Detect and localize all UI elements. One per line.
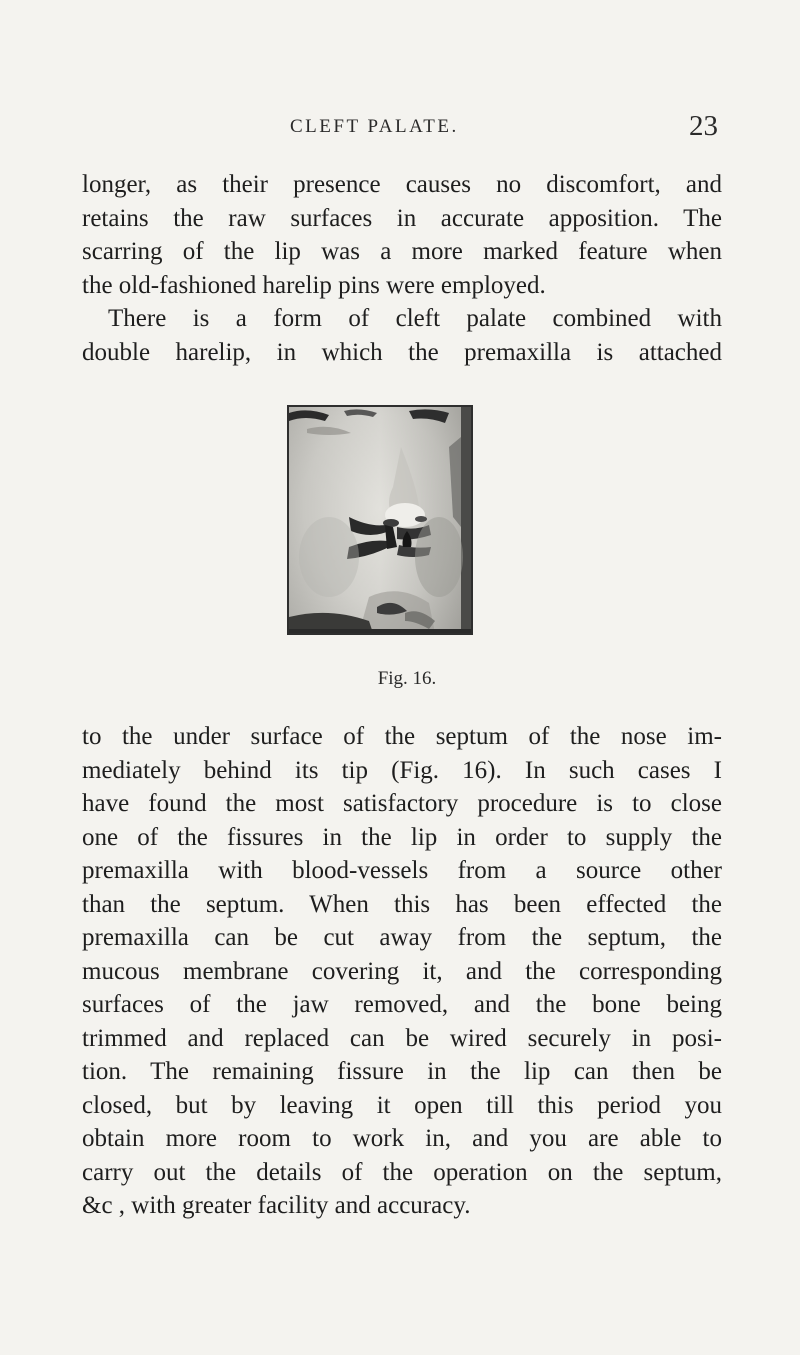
text-line: There is a form of cleft palate combined with xyxy=(108,305,722,332)
text-line: premaxilla with blood-vessels from a source other xyxy=(82,857,722,884)
text-line: retains the raw surfaces in accurate apposition. The xyxy=(82,204,722,232)
figure-caption: Fig. 16. xyxy=(377,668,437,689)
text-line: mucous membrane covering it, and the corresponding xyxy=(82,957,722,985)
text-block-bottom xyxy=(82,720,722,1223)
running-head xyxy=(0,110,800,150)
text-line: than the septum. When this has been effected the xyxy=(82,890,722,918)
text-line: tion. The remaining fissure in the lip can then be xyxy=(82,1058,722,1085)
text-line: double harelip, in which the premaxilla is attached xyxy=(82,338,722,366)
text-line: longer, as their presence causes no discomfort, and xyxy=(82,171,722,198)
text-line: premaxilla can be cut away from the septum, the xyxy=(82,924,722,951)
text-line: trimmed and replaced can be wired securely in posi- xyxy=(82,1024,722,1052)
text-block-top xyxy=(82,168,722,369)
text-line: closed, but by leaving it open till this period you xyxy=(82,1091,722,1119)
figure-photograph xyxy=(287,405,473,635)
text-line: one of the fissures in the lip in order to supply the xyxy=(82,823,722,851)
text-line: mediately behind its tip (Fig. 16). In such cases I xyxy=(82,756,722,784)
text-line: to the under surface of the septum of the nose im- xyxy=(82,723,722,750)
text-line: have found the most satisfactory procedure is to close xyxy=(82,790,722,817)
text-line: obtain more room to work in, and you are able to xyxy=(82,1125,722,1152)
text-line: carry out the details of the operation on the septum, xyxy=(82,1158,722,1186)
face-photograph-image xyxy=(289,407,471,633)
text-line: &c , with greater facility and accuracy. xyxy=(82,1192,471,1219)
text-line: surfaces of the jaw removed, and the bone being xyxy=(82,991,722,1018)
running-title: CLEFT PALATE. xyxy=(290,116,459,137)
page-number: 23 xyxy=(689,110,718,142)
text-line: the old-fashioned harelip pins were employed. xyxy=(82,271,546,299)
text-line: scarring of the lip was a more marked feature when xyxy=(82,238,722,265)
